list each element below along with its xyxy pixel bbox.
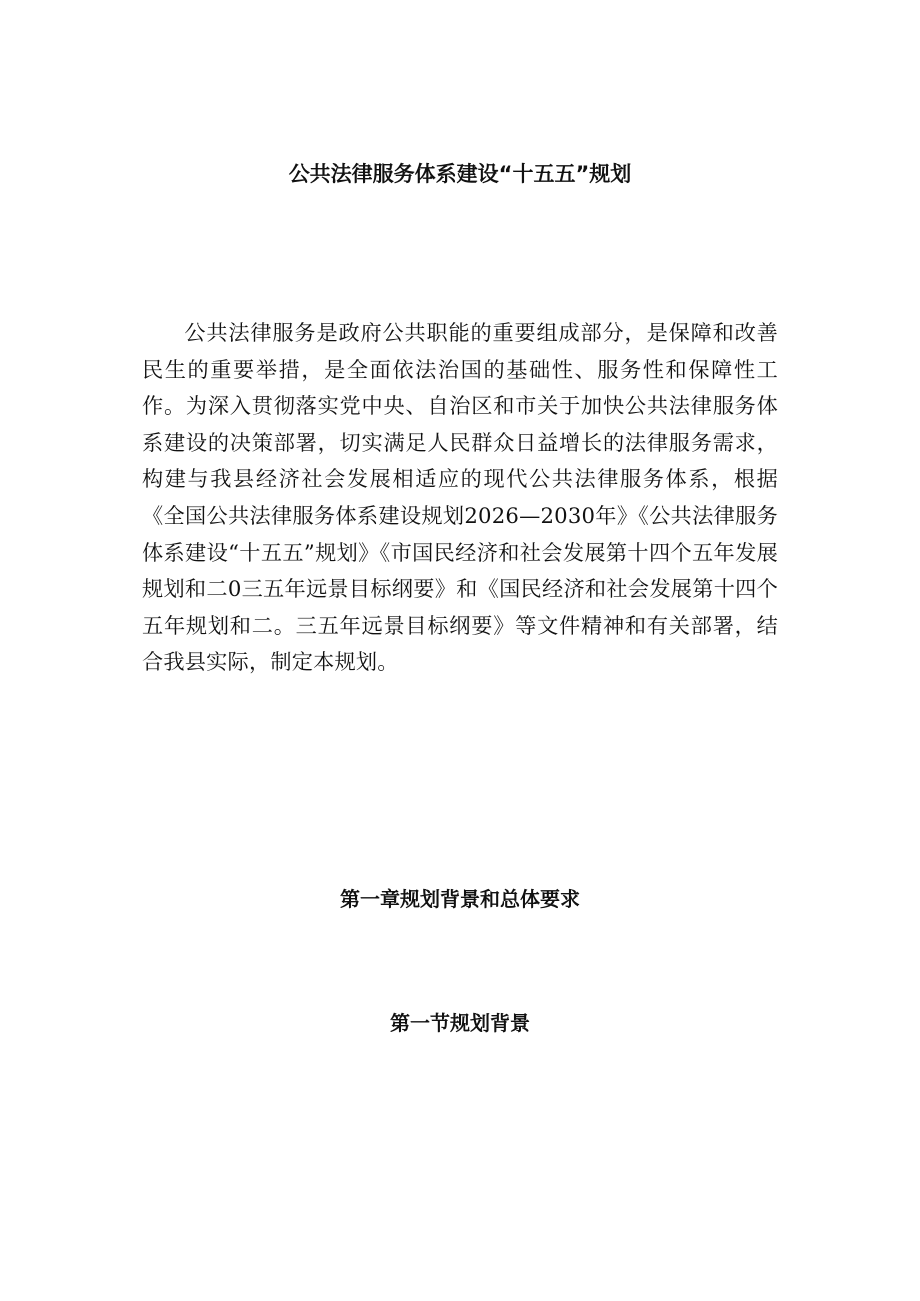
document-title: 公共法律服务体系建设“十五五”规划 [288, 162, 632, 186]
intro-paragraph: 公共法律服务是政府公共职能的重要组成部分，是保障和改善民生的重要举措，是全面依法治国的基础性、服务性和保障性工作。为深入贯彻落实党中央、自治区和市关于加快公共法律服务体系建设的决策部署，切实满足人民群众日益增长的法律服务需求，构建与我县经济社会发展相适应的现代公共法律服务体系，根据《全国公共法律服务体系建设规划2026—2030年》《公共法律服务体系建设“十五五”规划》《市国民经济和社会发展第十四个五年发展规划和二0三五年远景目标纲要》和《国民经济和社会发展第十四个五年规划和二。三五年远景目标纲要》等文件精神和有关部署，结合我县实际，制定本规划。 [142, 320, 778, 675]
chapter-heading: 第一章规划背景和总体要求 [340, 887, 580, 911]
section-heading: 第一节规划背景 [390, 1011, 530, 1035]
